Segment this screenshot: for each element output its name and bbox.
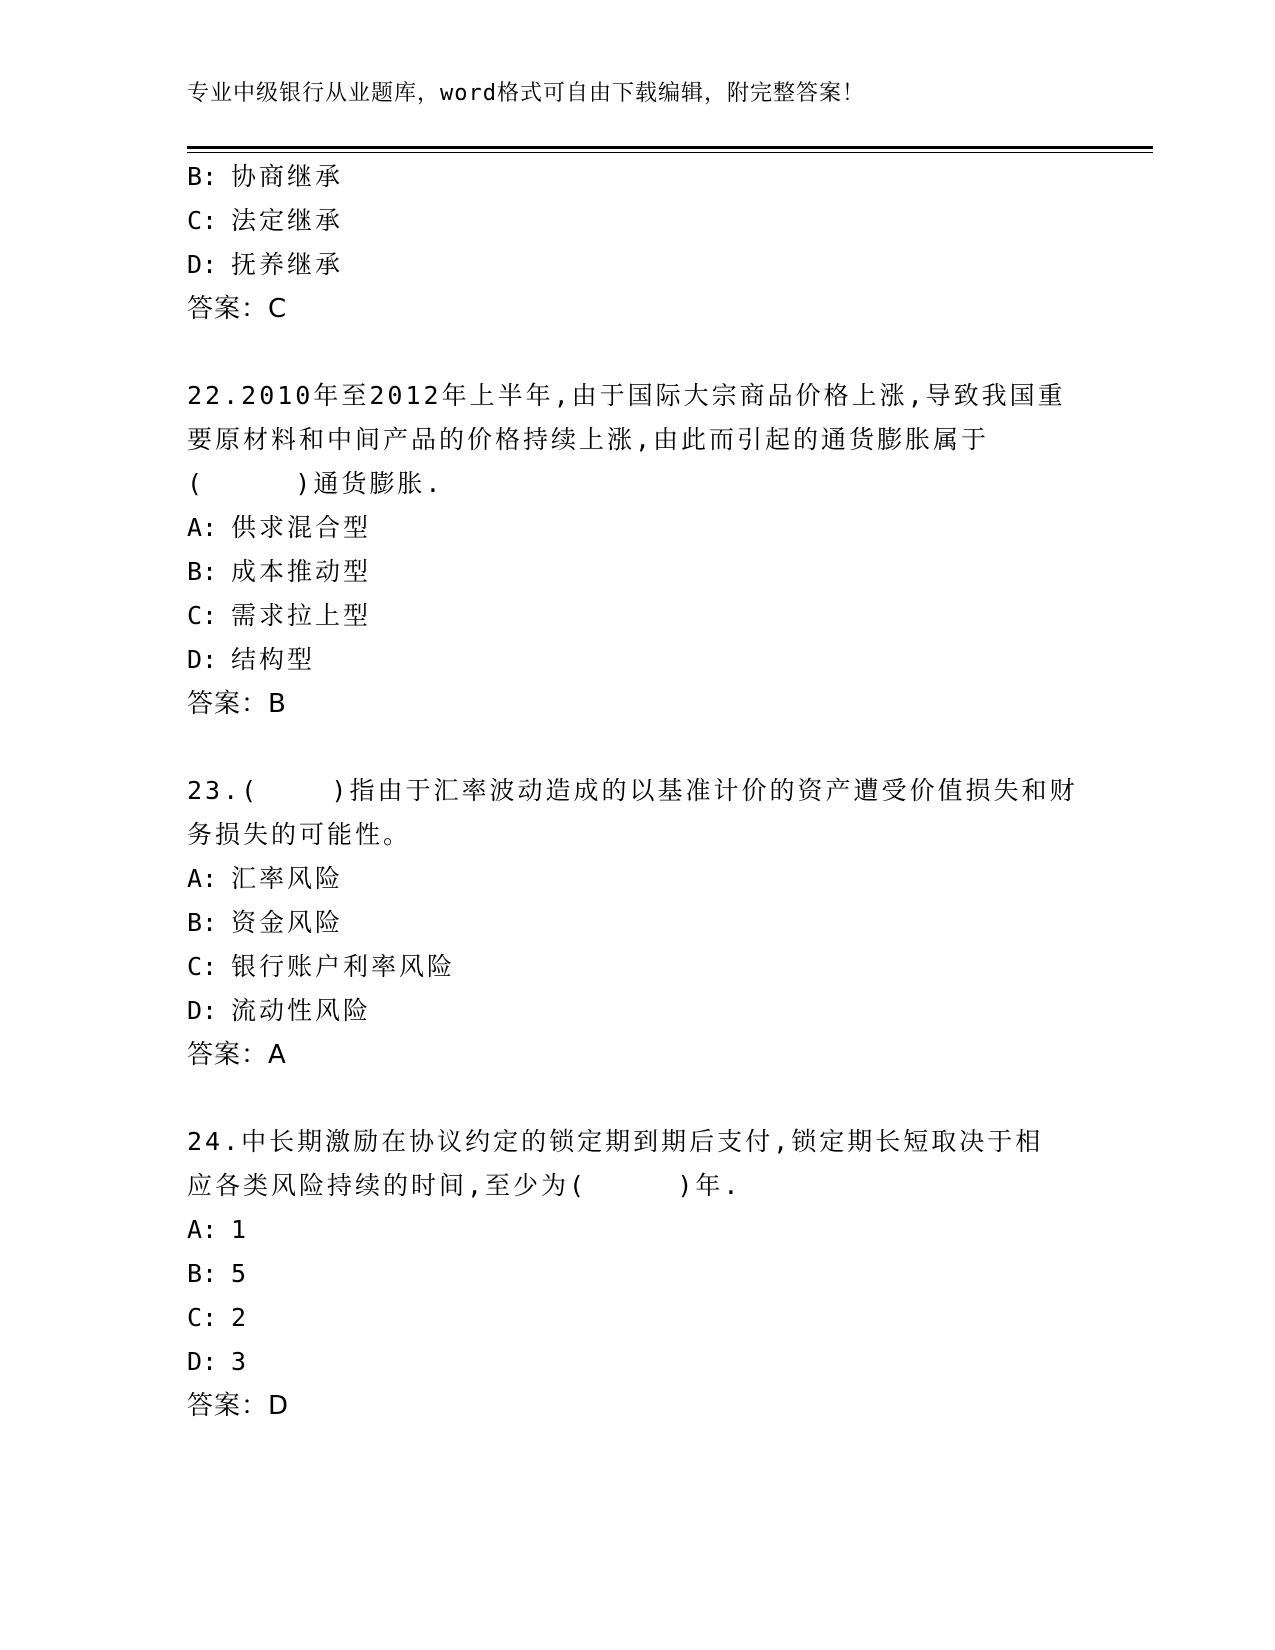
option-b bbox=[187, 157, 343, 197]
option-text: 2 bbox=[231, 1303, 250, 1332]
option-text: 成本推动型 bbox=[231, 557, 372, 586]
option-key: C: bbox=[187, 952, 218, 981]
option-key: B: bbox=[187, 908, 218, 937]
option-text: 法定继承 bbox=[231, 206, 344, 235]
option-text: 供求混合型 bbox=[231, 513, 372, 542]
option-b bbox=[187, 903, 343, 943]
option-a bbox=[187, 859, 343, 899]
question-text: 22.2010年至2012年上半年,由于国际大宗商品价格上涨,导致我国重 bbox=[187, 381, 1066, 410]
answer-label: 答案：A bbox=[187, 1040, 287, 1070]
option-key: D: bbox=[187, 645, 218, 674]
option-key: A: bbox=[187, 513, 218, 542]
option-a bbox=[187, 1210, 249, 1250]
option-key: D: bbox=[187, 996, 218, 1025]
option-c bbox=[187, 596, 371, 636]
header-divider-thin bbox=[187, 152, 1153, 153]
option-b bbox=[187, 1254, 249, 1294]
option-text: 抚养继承 bbox=[231, 250, 344, 279]
option-key: A: bbox=[187, 1215, 218, 1244]
option-text: 资金风险 bbox=[231, 908, 344, 937]
option-key: B: bbox=[187, 557, 218, 586]
option-d bbox=[187, 245, 343, 285]
option-b bbox=[187, 552, 371, 592]
header-divider bbox=[187, 146, 1153, 149]
option-c bbox=[187, 1298, 249, 1338]
option-text: 3 bbox=[231, 1347, 250, 1376]
option-key: A: bbox=[187, 864, 218, 893]
option-d bbox=[187, 640, 315, 680]
question-text: 务损失的可能性。 bbox=[187, 820, 412, 849]
option-text: 汇率风险 bbox=[231, 864, 344, 893]
question-text: ( )通货膨胀. bbox=[187, 469, 444, 498]
option-text: 5 bbox=[231, 1259, 250, 1288]
question-text: 要原材料和中间产品的价格持续上涨,由此而引起的通货膨胀属于 bbox=[187, 425, 990, 454]
option-text: 协商继承 bbox=[231, 162, 344, 191]
option-text: 流动性风险 bbox=[231, 996, 372, 1025]
option-key: C: bbox=[187, 1303, 218, 1332]
option-key: D: bbox=[187, 1347, 218, 1376]
option-key: D: bbox=[187, 250, 218, 279]
option-c bbox=[187, 947, 455, 987]
option-a bbox=[187, 508, 371, 548]
option-key: B: bbox=[187, 1259, 218, 1288]
option-d bbox=[187, 991, 371, 1031]
option-text: 结构型 bbox=[231, 645, 316, 674]
answer-label: 答案：D bbox=[187, 1391, 290, 1421]
option-text: 需求拉上型 bbox=[231, 601, 372, 630]
question-text: 24.中长期激励在协议约定的锁定期到期后支付,锁定期长短取决于相 bbox=[187, 1127, 1044, 1156]
option-key: C: bbox=[187, 206, 218, 235]
option-text: 银行账户利率风险 bbox=[231, 952, 456, 981]
question-text: 应各类风险持续的时间,至少为( )年. bbox=[187, 1171, 742, 1200]
option-d bbox=[187, 1342, 249, 1382]
option-c bbox=[187, 201, 343, 241]
answer-label: 答案：C bbox=[187, 294, 288, 324]
option-text: 1 bbox=[231, 1215, 250, 1244]
option-key: B: bbox=[187, 162, 218, 191]
option-key: C: bbox=[187, 601, 218, 630]
page-header: 专业中级银行从业题库，word格式可自由下载编辑，附完整答案！ bbox=[187, 81, 865, 106]
answer-label: 答案：B bbox=[187, 689, 287, 719]
question-text: 23.( )指由于汇率波动造成的以基准计价的资产遭受价值损失和财 bbox=[187, 776, 1078, 805]
